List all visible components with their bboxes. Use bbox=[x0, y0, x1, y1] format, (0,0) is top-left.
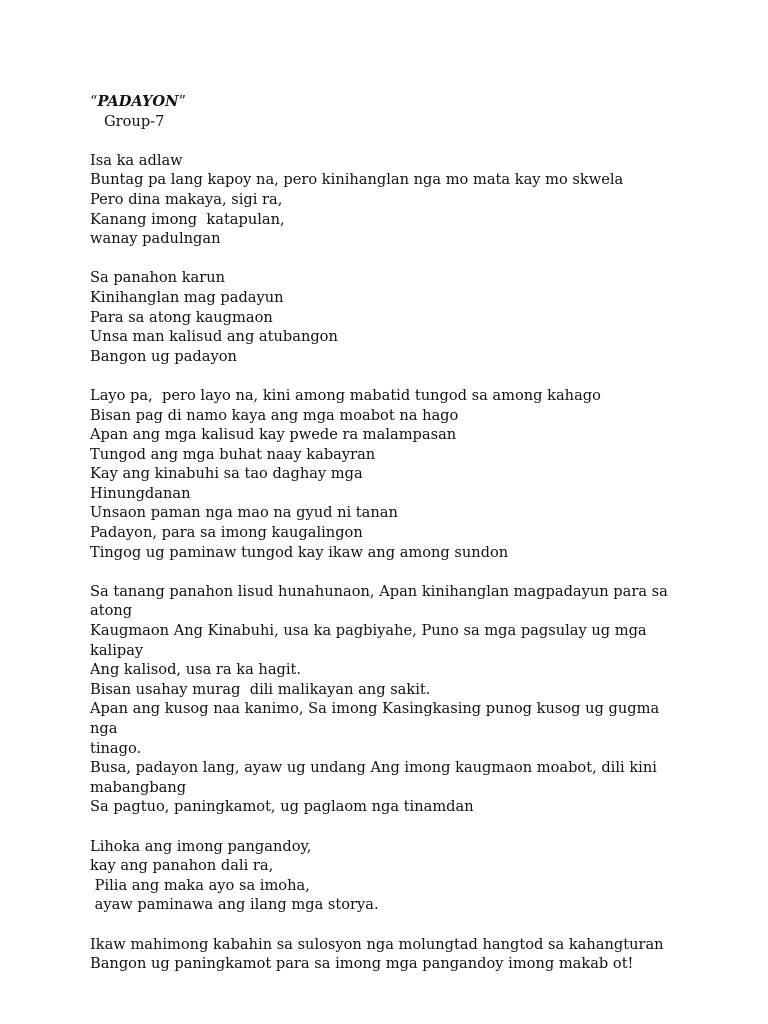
poem-line: Para sa atong kaugmaon bbox=[90, 308, 273, 326]
poem-line: Tungod ang mga buhat naay kabayran bbox=[90, 445, 376, 463]
poem-line: Sa tanang panahon lisud hunahunaon, Apan kinihanglan magpadayun para sa atong bbox=[90, 582, 673, 620]
poem-line: Hinungdanan bbox=[90, 484, 191, 502]
poem-line: Kay ang kinabuhi sa tao daghay mga bbox=[90, 465, 363, 483]
poem-line: Apan ang kusog naa kanimo, Sa imong Kasingkasing punog kusog ug gugma nga bbox=[90, 700, 664, 737]
poem-line: Isa ka adlaw bbox=[90, 151, 183, 169]
poem-line: Unsa man kalisud ang atubangon bbox=[90, 328, 338, 346]
stanza-2 bbox=[90, 268, 690, 366]
poem-line: Kaugmaon Ang Kinabuhi, usa ka pagbiyahe, Puno sa mga pagsulay ug mga kalipay bbox=[90, 622, 652, 659]
poem-line: Bangon ug paningkamot para sa imong mga pangandoy imong makab ot! bbox=[90, 955, 634, 973]
poem-line: Lihoka ang imong pangandoy, bbox=[90, 837, 312, 855]
title-line bbox=[90, 92, 690, 112]
stanza-5 bbox=[90, 837, 690, 915]
poem-line: wanay padulngan bbox=[90, 230, 221, 248]
poem-line: Ang kalisod, usa ra ka hagit. bbox=[90, 661, 302, 679]
poem-line: Apan ang mga kalisud kay pwede ra malampasan bbox=[90, 426, 457, 444]
poem-line: Bangon ug padayon bbox=[90, 347, 237, 365]
poem-line: Tingog ug paminaw tungod kay ikaw ang among sundon bbox=[90, 543, 509, 561]
poem-line: Kinihanglan mag padayun bbox=[90, 288, 284, 306]
stanza-4 bbox=[90, 582, 690, 817]
poem-line: Pero dina makaya, sigi ra, bbox=[90, 190, 283, 208]
poem-line: tinago. bbox=[90, 739, 142, 757]
close-quote: ” bbox=[178, 93, 186, 110]
poem-line: ayaw paminawa ang ilang mga storya. bbox=[90, 896, 379, 914]
poem-line: Sa panahon karun bbox=[90, 269, 226, 287]
poem-line: Unsaon paman nga mao na gyud ni tanan bbox=[90, 504, 398, 522]
poem-line: Sa pagtuo, paningkamot, ug paglaom nga tinamdan bbox=[90, 798, 474, 816]
poem-line: Busa, padayon lang, ayaw ug undang Ang imong kaugmaon moabot, dili kini bbox=[90, 759, 657, 777]
stanza-6 bbox=[90, 935, 690, 974]
poem-line: Padayon, para sa imong kaugalingon bbox=[90, 524, 363, 542]
poem-line: Bisan usahay murag dili malikayan ang sakit. bbox=[90, 680, 431, 698]
poem-line: Layo pa, pero layo na, kini among mabatid tungod sa among kahago bbox=[90, 386, 601, 404]
document-page bbox=[90, 92, 690, 974]
open-quote: “ bbox=[90, 93, 98, 110]
poem-line: Kanang imong katapulan, bbox=[90, 210, 285, 228]
poem-line: mabangbang bbox=[90, 778, 187, 796]
poem-line: Buntag pa lang kapoy na, pero kinihanglan nga mo mata kay mo skwela bbox=[90, 171, 624, 189]
stanza-1 bbox=[90, 151, 690, 249]
poem-line: Bisan pag di namo kaya ang mga moabot na hago bbox=[90, 406, 459, 424]
poem-title: PADAYON bbox=[97, 93, 179, 110]
poem-line: kay ang panahon dali ra, bbox=[90, 857, 274, 875]
poem-line: Pilia ang maka ayo sa imoha, bbox=[90, 876, 310, 894]
group-label: Group-7 bbox=[104, 112, 165, 130]
poem-body bbox=[90, 151, 690, 974]
poem-line: Ikaw mahimong kabahin sa sulosyon nga molungtad hangtod sa kahangturan bbox=[90, 935, 664, 953]
stanza-3 bbox=[90, 386, 690, 562]
